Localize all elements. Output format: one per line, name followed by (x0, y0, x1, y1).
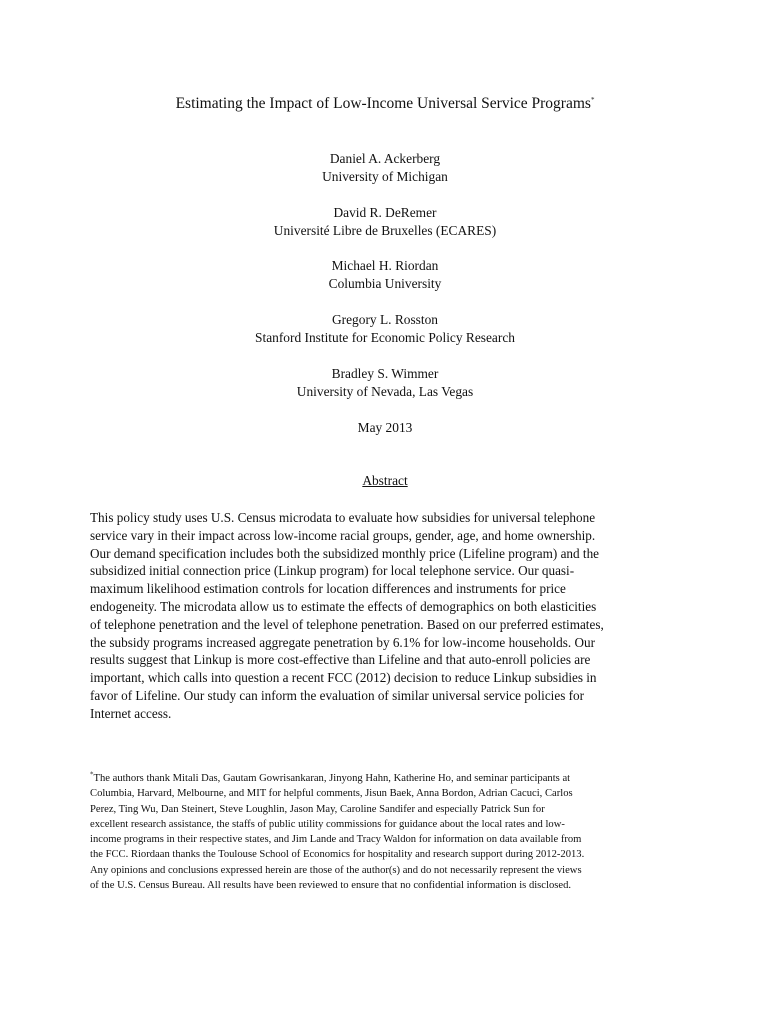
abstract-line: maximum likelihood estimation controls for location differences and instruments for price (90, 581, 566, 597)
footnote-line: Perez, Ting Wu, Dan Steinert, Steve Loughlin, Jason May, Caroline Sandifer and especially Patrick Sun for (90, 803, 545, 815)
abstract-line: the subsidy programs increased aggregate penetration by 6.1% for low-income households. Our (90, 634, 596, 650)
author-block (0, 365, 770, 401)
author-name: David R. DeRemer (333, 205, 437, 220)
abstract-line: endogeneity. The microdata allow us to estimate the effects of demographics on both elasticities (90, 598, 597, 614)
abstract-line: Internet access. (90, 705, 172, 721)
author-block (0, 204, 770, 240)
footnote-line: Columbia, Harvard, Melbourne, and MIT for helpful comments, Jisun Baek, Anna Bordon, Adrian Cacuci, Carlos (90, 788, 573, 800)
author-affiliation: University of Michigan (322, 169, 448, 184)
author-affiliation: Université Libre de Bruxelles (ECARES) (273, 223, 497, 238)
footnote-text: The authors thank Mitali Das, Gautam Gowrisankaran, Jinyong Hahn, Katherine Ho, and seminar participants at (93, 773, 571, 784)
footnote (90, 771, 690, 893)
footnote-line: excellent research assistance, the staffs of public utility commissions for guidance about the local rates and low- (90, 818, 565, 830)
author-affiliation: University of Nevada, Las Vegas (296, 384, 474, 399)
footnote-line: income programs in their respective states, and Jim Lande and Tracy Waldon for information on data available from (90, 834, 582, 846)
paper-title (0, 94, 770, 114)
author-affiliation: Columbia University (328, 276, 442, 291)
publication-date: May 2013 (357, 420, 413, 435)
footnote-line: of the U.S. Census Bureau. All results have been reviewed to ensure that no confidential information is disclosed. (90, 880, 572, 892)
author-affiliation: Stanford Institute for Economic Policy Research (255, 330, 515, 345)
footnote-line: the FCC. Riordaan thanks the Toulouse School of Economics for hospitality and research support during 2012-2013. (90, 849, 585, 861)
abstract-line: subsidized initial connection price (Linkup program) for local telephone service. Our quasi- (90, 563, 575, 579)
footnote-marker: * (90, 770, 94, 779)
footnote-line (90, 771, 690, 786)
author-name: Bradley S. Wimmer (331, 366, 439, 381)
paper-title-text: Estimating the Impact of Low-Income Universal Service Programs (175, 95, 591, 112)
author-block (0, 150, 770, 186)
author-name: Daniel A. Ackerberg (329, 151, 441, 166)
abstract-line: Our demand specification includes both the subsidized monthly price (Lifeline program) and the (90, 545, 600, 561)
abstract-heading: Abstract (362, 473, 408, 488)
abstract-line: This policy study uses U.S. Census microdata to evaluate how subsidies for universal telephone (90, 510, 596, 525)
title-footnote-marker: * (590, 95, 595, 104)
author-name: Gregory L. Rosston (331, 312, 438, 327)
abstract-line: favor of Lifeline. Our study can inform the evaluation of similar universal service policies for (90, 687, 585, 703)
author-block (0, 311, 770, 347)
abstract-body (90, 509, 690, 723)
abstract-line: of telephone penetration and the level of telephone penetration. Based on our preferred estimates, (90, 616, 604, 632)
footnote-line: Any opinions and conclusions expressed herein are those of the author(s) and do not necessarily represent the views (90, 864, 582, 876)
abstract-line: service vary in their impact across low-income racial groups, gender, age, and home ownership. (90, 527, 596, 543)
author-block (0, 257, 770, 293)
abstract-line: important, which calls into question a recent FCC (2012) decision to reduce Linkup subsidies in (90, 670, 597, 686)
abstract-line: results suggest that Linkup is more cost-effective than Lifeline and that auto-enroll policies are (90, 652, 591, 668)
author-name: Michael H. Riordan (331, 258, 439, 273)
